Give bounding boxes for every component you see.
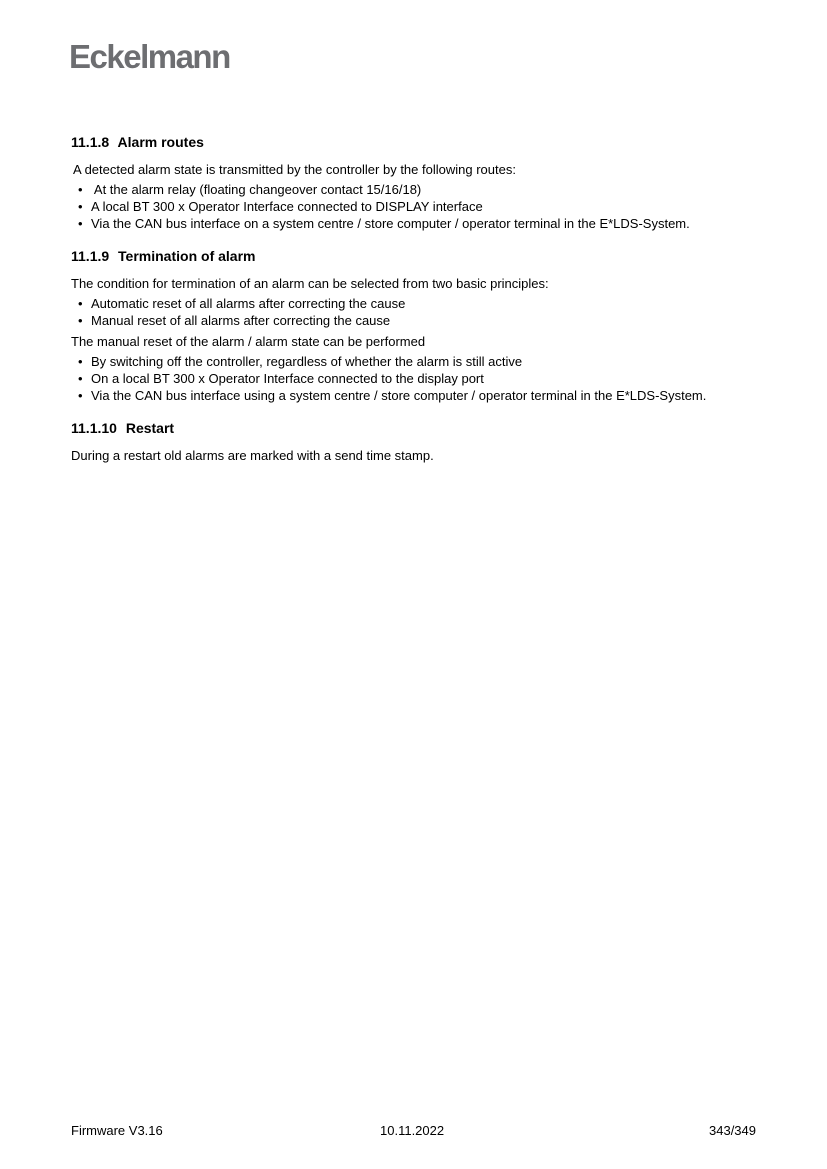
section-restart bbox=[71, 419, 771, 464]
list-item-text: Via the CAN bus interface using a system centre / store computer / operator terminal in the E*LDS-System. bbox=[91, 388, 707, 403]
eckelmann-logo: Eckelmann bbox=[69, 38, 230, 75]
bullet-list bbox=[71, 353, 771, 404]
list-item bbox=[71, 181, 771, 198]
list-item bbox=[71, 387, 771, 404]
document-body bbox=[71, 133, 771, 479]
paragraph: The manual reset of the alarm / alarm state can be performed bbox=[71, 334, 426, 349]
list-item-text: Manual reset of all alarms after correcting the cause bbox=[91, 313, 391, 328]
bullet: • bbox=[78, 216, 83, 231]
list-item bbox=[71, 353, 771, 370]
section-heading bbox=[71, 419, 771, 437]
section-title: Termination of alarm bbox=[118, 248, 256, 264]
list-item bbox=[71, 215, 771, 232]
list-item bbox=[71, 370, 771, 387]
section-heading bbox=[71, 133, 771, 151]
section-termination-of-alarm bbox=[71, 247, 771, 404]
bullet: • bbox=[78, 388, 83, 403]
section-title: Restart bbox=[125, 420, 175, 436]
bullet: • bbox=[78, 296, 83, 311]
bullet-list bbox=[71, 181, 771, 232]
footer-firmware: Firmware V3.16 bbox=[71, 1123, 163, 1138]
paragraph: The condition for termination of an alarm can be selected from two basic principles: bbox=[71, 276, 549, 291]
bullet: • bbox=[78, 182, 83, 197]
list-item-text: By switching off the controller, regardless of whether the alarm is still active bbox=[91, 354, 523, 369]
list-item-text: Via the CAN bus interface on a system centre / store computer / operator terminal in the E*LDS-System. bbox=[91, 216, 690, 231]
section-number: 11.1.9 bbox=[71, 248, 110, 264]
paragraph: A detected alarm state is transmitted by the controller by the following routes: bbox=[73, 162, 516, 177]
bullet: • bbox=[78, 313, 83, 328]
list-item bbox=[71, 295, 771, 312]
list-item-text: On a local BT 300 x Operator Interface connected to the display port bbox=[91, 371, 484, 386]
list-item-text: A local BT 300 x Operator Interface connected to DISPLAY interface bbox=[91, 199, 483, 214]
footer-page-number: 343/349 bbox=[709, 1123, 756, 1138]
section-number: 11.1.10 bbox=[71, 420, 117, 436]
bullet: • bbox=[78, 199, 83, 214]
bullet: • bbox=[78, 371, 83, 386]
list-item-text: At the alarm relay (floating changeover contact 15/16/18) bbox=[91, 182, 422, 197]
bullet: • bbox=[78, 354, 83, 369]
list-item bbox=[71, 198, 771, 215]
section-alarm-routes bbox=[71, 133, 771, 232]
section-title: Alarm routes bbox=[117, 134, 204, 150]
paragraph: During a restart old alarms are marked with a send time stamp. bbox=[71, 448, 434, 463]
bullet-list bbox=[71, 295, 771, 329]
list-item-text: Automatic reset of all alarms after correcting the cause bbox=[91, 296, 406, 311]
section-heading bbox=[71, 247, 771, 265]
list-item bbox=[71, 312, 771, 329]
footer-date: 10.11.2022 bbox=[380, 1123, 445, 1138]
section-number: 11.1.8 bbox=[71, 134, 110, 150]
